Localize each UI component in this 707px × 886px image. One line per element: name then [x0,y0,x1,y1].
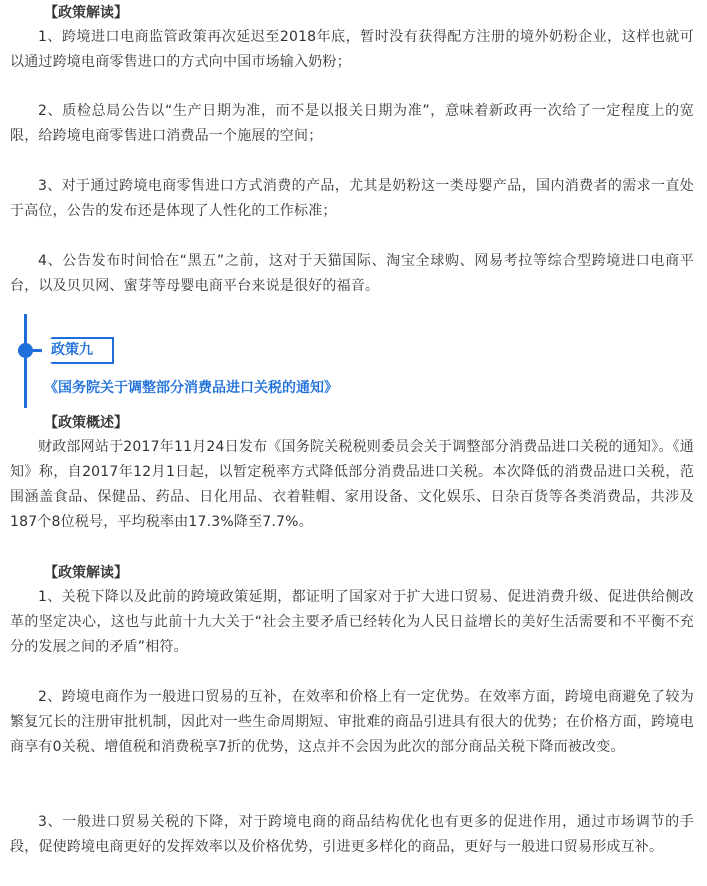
paragraph-interpretation2-2: 2、跨境电商作为一般进口贸易的互补，在效率和价格上有一定优势。在效率方面，跨境电商避免了较为繁复冗长的注册审批机制，因此对一些生命周期短、审批难的商品引进具有很大的优势；在价格方面，跨境电商享有0关税、增值税和消费税享7折的优势，这点并不会因为此次的部分商品关税下降而被改变。 [10,689,694,755]
section-heading-interpretation: 【政策解读】 [44,5,128,21]
paragraph-interpretation2-3: 3、一般进口贸易关税的下降，对于跨境电商的商品结构优化也有更多的促进作用，通过市场调节的手段，促使跨境电商更好的发挥效率以及价格优势，引进更多样化的商品，更好与一般进口贸易形成互补。 [10,814,694,855]
policy-marker [10,314,390,408]
policy-tag: 政策九 [51,342,93,358]
paragraph-interpretation2-1: 1、关税下降以及此前的跨境政策延期，都证明了国家对于扩大进口贸易、促进消费升级、促进供给侧改革的坚定决心，这也与此前十九大关于“社会主要矛盾已经转化为人民日益增长的美好生活需要和不平衡不充分的发展之间的矛盾”相符。 [10,589,694,655]
paragraph-interpretation-2: 2、质检总局公告以“生产日期为准，而不是以报关日期为准”，意味着新政再一次给了一定程度上的宽限，给跨境电商零售进口消费品一个施展的空间； [10,103,694,144]
section-heading-overview: 【政策概述】 [44,415,128,431]
timeline-dot-icon [18,343,33,358]
policy-title: 《国务院关于调整部分消费品进口关税的通知》 [44,380,338,396]
paragraph-interpretation-4: 4、公告发布时间恰在“黑五”之前，这对于天猫国际、淘宝全球购、网易考拉等综合型跨境进口电商平台，以及贝贝网、蜜芽等母婴电商平台来说是很好的福音。 [10,253,694,294]
section-heading-interpretation-2: 【政策解读】 [44,565,128,581]
paragraph-interpretation-1: 1、跨境进口电商监管政策再次延迟至2018年底，暂时没有获得配方注册的境外奶粉企业，这样也就可以通过跨境电商零售进口的方式向中国市场输入奶粉； [10,29,694,70]
timeline-line [24,314,27,408]
paragraph-interpretation-3: 3、对于通过跨境电商零售进口方式消费的产品，尤其是奶粉这一类母婴产品，国内消费者的需求一直处于高位，公告的发布还是体现了人性化的工作标准； [10,178,694,219]
paragraph-overview: 财政部网站于2017年11月24日发布《国务院关税税则委员会关于调整部分消费品进口关税的通知》。《通知》称，自2017年12月1日起，以暂定税率方式降低部分消费品进口关税。本次降低的消费品进口关税，范围涵盖食品、保健品、药品、日化用品、衣着鞋帽、家用设备、文化娱乐、日杂百货等各类消费品，共涉及187个8位税号，平均税率由17.3%降至7.7%。 [10,439,694,530]
